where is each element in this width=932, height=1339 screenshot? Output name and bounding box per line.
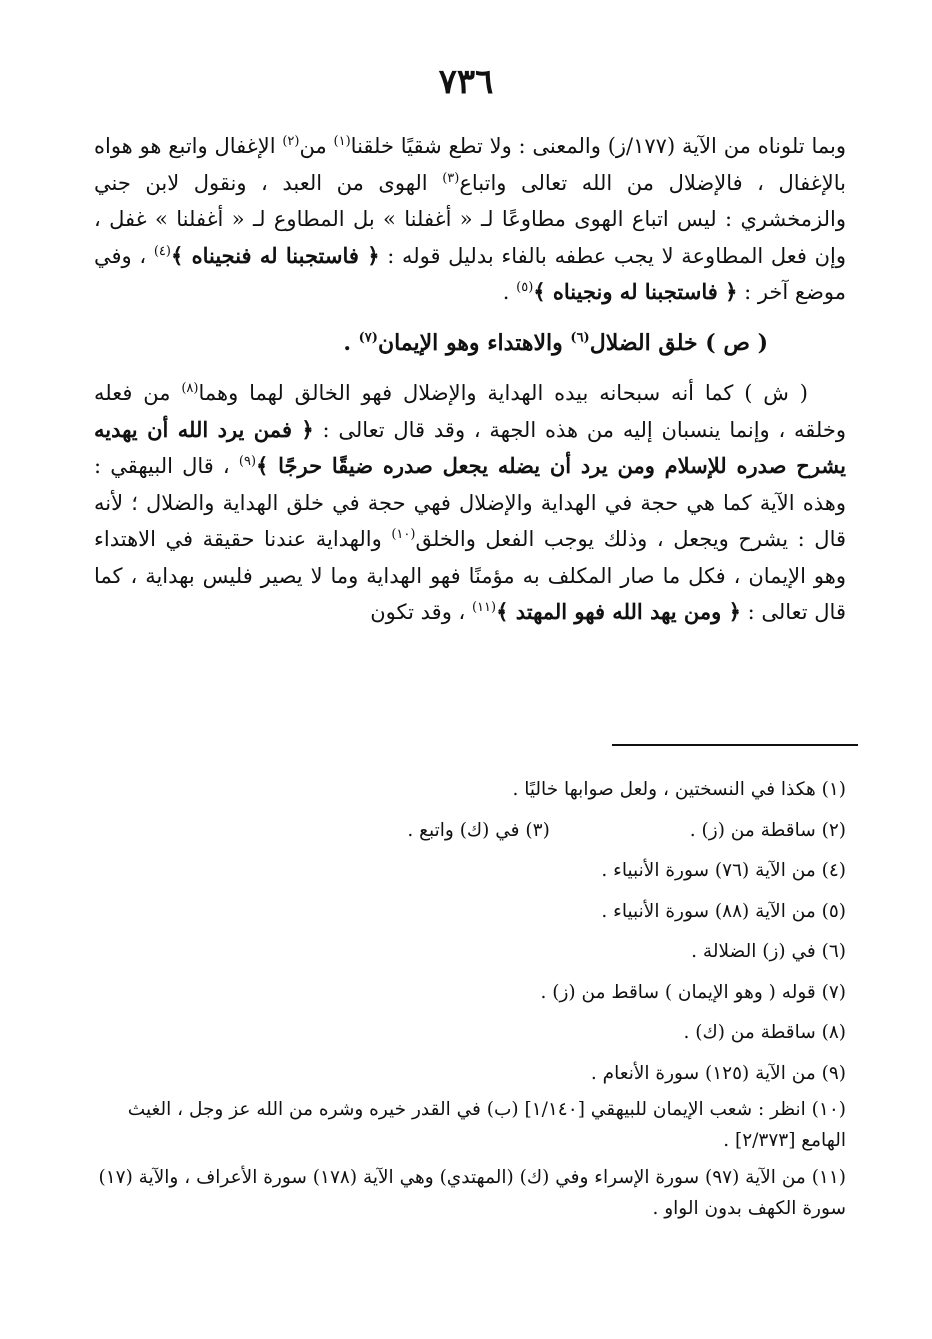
text-run: الهوى من العبد ، ونقول لابن جني والزمخشري : ليس اتباع الهوى مطاوعًا لـ « أغفلنا » بل المطاوع لـ « أغفلنا » غفل ، وإن فعل المطاوعة لا يجب عطفه بالفاء بدليل قوله : bbox=[94, 170, 847, 268]
quran-quote: ﴿ فاستجبنا له فنجيناه ﴾ bbox=[170, 242, 380, 268]
footnote-ref: (٧) bbox=[358, 330, 378, 346]
text-run: ، قال البيهقي : وهذه الآية كما هي حجة في الهداية والإضلال فهي حجة في خلق الهداية والضلال ؛ لأنه قال : يشرح ويجعل ، وذلك يوجب الفعل والخلق bbox=[94, 454, 847, 551]
main-text bbox=[94, 128, 846, 631]
text-run: ( ص ) خلق الضلال bbox=[589, 329, 768, 356]
footnote-7: (٧) قوله ( وهو الإيمان ) ساقط من (ز) . bbox=[540, 981, 846, 1003]
footnote-10: (١٠) انظر : شعب الإيمان للبيهقي [١/١٤٠] (ب) في القدر خيره وشره من الله عز وجل ، الغيث الهامع [٢/٣٧٣] . bbox=[127, 1099, 846, 1151]
footnote-ref: (٢) bbox=[282, 134, 300, 149]
footnote-ref: (١٠) bbox=[391, 527, 416, 542]
paragraph-2 bbox=[94, 375, 846, 631]
quran-quote: ﴿ ومن يهد الله فهو المهتد ﴾ bbox=[496, 599, 741, 624]
quran-quote: ﴿ فاستجبنا له ونجيناه ﴾ bbox=[533, 279, 738, 304]
footnote-ref: (٦) bbox=[570, 330, 590, 346]
footnote-11: (١١) من الآية (٩٧) سورة الإسراء وفي (ك) (المهتدي) وهي الآية (١٧٨) سورة الأعراف ، والآية (١٧) سورة الكهف بدون الواو . bbox=[98, 1167, 846, 1219]
text-run: ( ش ) كما أنه سبحانه بيده الهداية والإضلال فهو الخالق لهما وهما bbox=[198, 381, 808, 405]
page-number: ٧٣٦ bbox=[438, 62, 494, 102]
footnote-row bbox=[94, 811, 846, 852]
footnote-5: (٥) من الآية (٨٨) سورة الأنبياء . bbox=[601, 900, 846, 922]
footnote-4: (٤) من الآية (٧٦) سورة الأنبياء . bbox=[601, 860, 846, 881]
text-run: والهداية عندنا حقيقة في الاهتداء وهو الإيمان ، فكل ما صار المكلف به مؤمنًا فهو الهداية وما لا يصير فليس بهداية ، كما قال تعالى : bbox=[94, 527, 846, 624]
footnote-9: (٩) من الآية (١٢٥) سورة الأنعام . bbox=[590, 1062, 846, 1084]
footnote-2: (٢) ساقطة من (ز) . bbox=[689, 819, 846, 841]
footnote-ref: (٨) bbox=[181, 381, 199, 396]
text-run: الإغفال واتبع هو هواه بالإغفال ، فالإضلال من الله تعالى واتباع bbox=[94, 134, 846, 195]
footnote-ref: (٩) bbox=[238, 454, 257, 469]
text-run: من فعله وخلقه ، وإنما ينسبان إليه من هذه الجهة ، وقد قال تعالى : bbox=[94, 381, 846, 442]
section-heading bbox=[94, 325, 846, 362]
quran-quote: ﴿ فمن يرد الله أن يهديه يشرح صدره للإسلام ومن يرد أن يضله يجعل صدره ضيقًا حرجًا ﴾ bbox=[94, 416, 846, 478]
footnote-ref: (١) bbox=[333, 134, 351, 149]
footnote-ref: (١١) bbox=[471, 600, 497, 615]
footnote-ref: (٣) bbox=[442, 170, 460, 186]
footnote-6: (٦) في (ز) الضلالة . bbox=[691, 941, 846, 962]
footnote-divider bbox=[612, 744, 858, 746]
text-run: . bbox=[502, 280, 517, 304]
footnotes bbox=[94, 770, 846, 1230]
footnote-ref: (٥) bbox=[516, 280, 534, 295]
footnote-8: (٨) ساقطة من (ك) . bbox=[683, 1022, 846, 1043]
text-run: ، وقد تكون bbox=[370, 600, 472, 624]
text-run: من bbox=[299, 134, 334, 158]
text-run: والاهتداء وهو الإيمان bbox=[377, 329, 571, 356]
text-run: . bbox=[343, 329, 359, 356]
text-run: ، وفي موضع آخر : bbox=[94, 243, 846, 304]
footnote-ref: (٤) bbox=[153, 243, 171, 259]
footnote-3: (٣) في (ك) واتبع . bbox=[407, 819, 550, 841]
text-run: وبما تلوناه من الآية (١٧٧/ز) والمعنى : ولا تطع شقيًا خلقنا bbox=[350, 134, 846, 158]
footnote-1: (١) هكذا في النسختين ، ولعل صوابها خاليًا . bbox=[512, 779, 846, 800]
paragraph-1 bbox=[94, 128, 846, 311]
